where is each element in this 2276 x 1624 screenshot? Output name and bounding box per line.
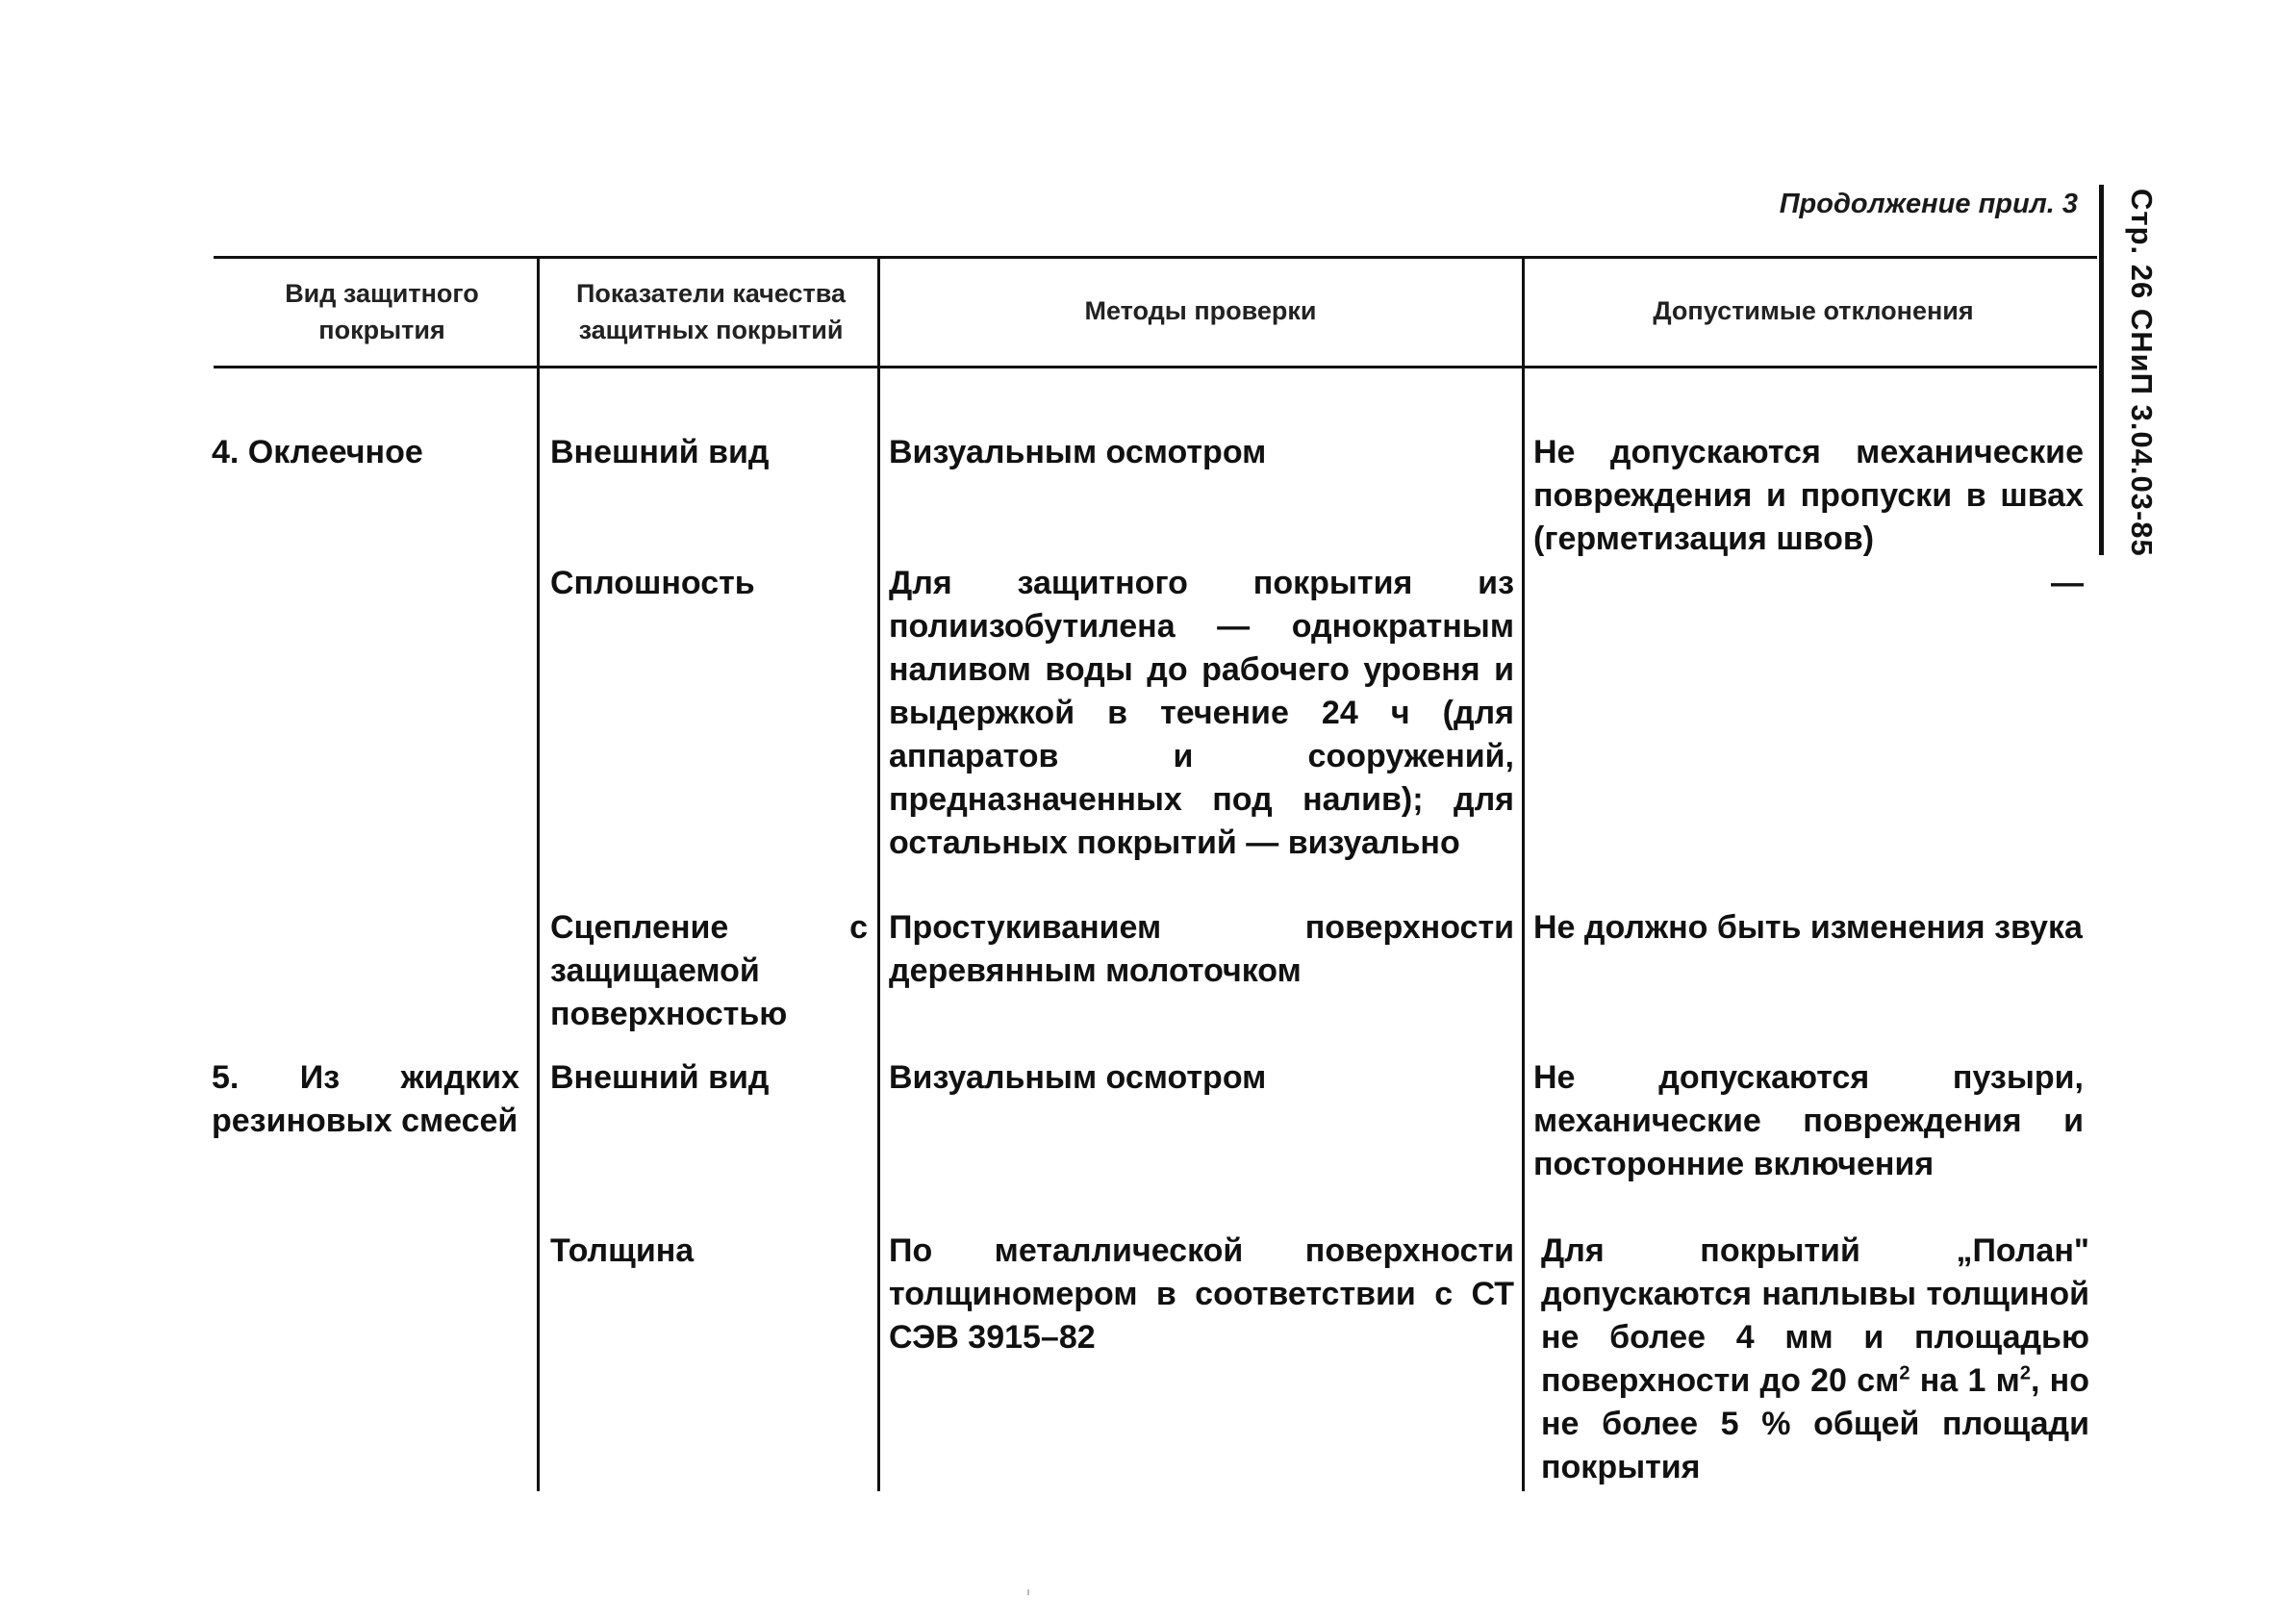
table-row-1-type: 4. Оклеечное — [212, 434, 423, 470]
table-row-2-deviation: — — [2051, 565, 2084, 601]
table-row-3-deviation: Не должно быть изменения звука — [1533, 909, 2083, 946]
table-row-1-method: Визуальным осмотром — [889, 434, 1267, 470]
column-header-indicators: Показатели качества защитных покрытий — [575, 279, 847, 344]
table-header-rule — [214, 366, 2097, 368]
side-page-label — [2124, 189, 2162, 557]
column-header-deviations: Допустимые отклонения — [1653, 296, 1974, 325]
column-header-type: Вид защитного покрытия — [285, 279, 479, 344]
table-row-4-deviation: Не допускаются пузыри, механические повреждения и посторонние включения — [1533, 1059, 2084, 1182]
side-rule — [2099, 185, 2104, 555]
column-divider-3 — [1522, 256, 1525, 1491]
scan-speck — [1027, 1589, 1029, 1595]
table-row-4-type: 5. Из жидких резиновых смесей — [212, 1059, 519, 1139]
table-row-2-method: Для защитного покрытия из полиизобутилена — однократным наливом воды до рабочего уровня и выдержкой в течение 24 ч (для аппаратов и сооружений, предназначенных под налив); для остальных покрытий — визуально — [889, 565, 1514, 861]
column-divider-1 — [537, 256, 540, 1491]
column-divider-2 — [877, 256, 880, 1491]
table-row-3-indicator: Сцепление с защищаемой поверхностью — [550, 909, 868, 1032]
continuation-label: Продолжение прил. 3 — [1779, 189, 2078, 219]
table-row-2-indicator: Сплошность — [550, 565, 755, 601]
table-row-3-method: Простукиванием поверхности деревянным молоточком — [889, 909, 1514, 989]
table-row-5-method: По металлической поверхности толщиномером в соответствии с СТ СЭВ 3915–82 — [889, 1232, 1514, 1356]
column-header-methods: Методы проверки — [1084, 296, 1317, 325]
table-top-rule — [214, 256, 2097, 259]
table-row-5-indicator: Толщина — [550, 1232, 695, 1269]
side-page-label-text: Стр. 26 СНиП 3.04.03-85 — [2125, 189, 2159, 557]
table-row-4-method: Визуальным осмотром — [889, 1059, 1267, 1096]
table-row-1-deviation: Не допускаются механические повреждения и пропуски в швах (герметизация швов) — [1533, 434, 2084, 557]
table-row-4-indicator: Внешний вид — [550, 1059, 770, 1096]
table-row-1-indicator: Внешний вид — [550, 434, 770, 470]
table-row-5-deviation: Для покрытий „Полан" допускаются наплывы толщиной не более 4 мм и площадью поверхности до 20 $см^2$ на 1 $м^2$, но не более 5 % общей площади покрытия — [1541, 1232, 2089, 1485]
